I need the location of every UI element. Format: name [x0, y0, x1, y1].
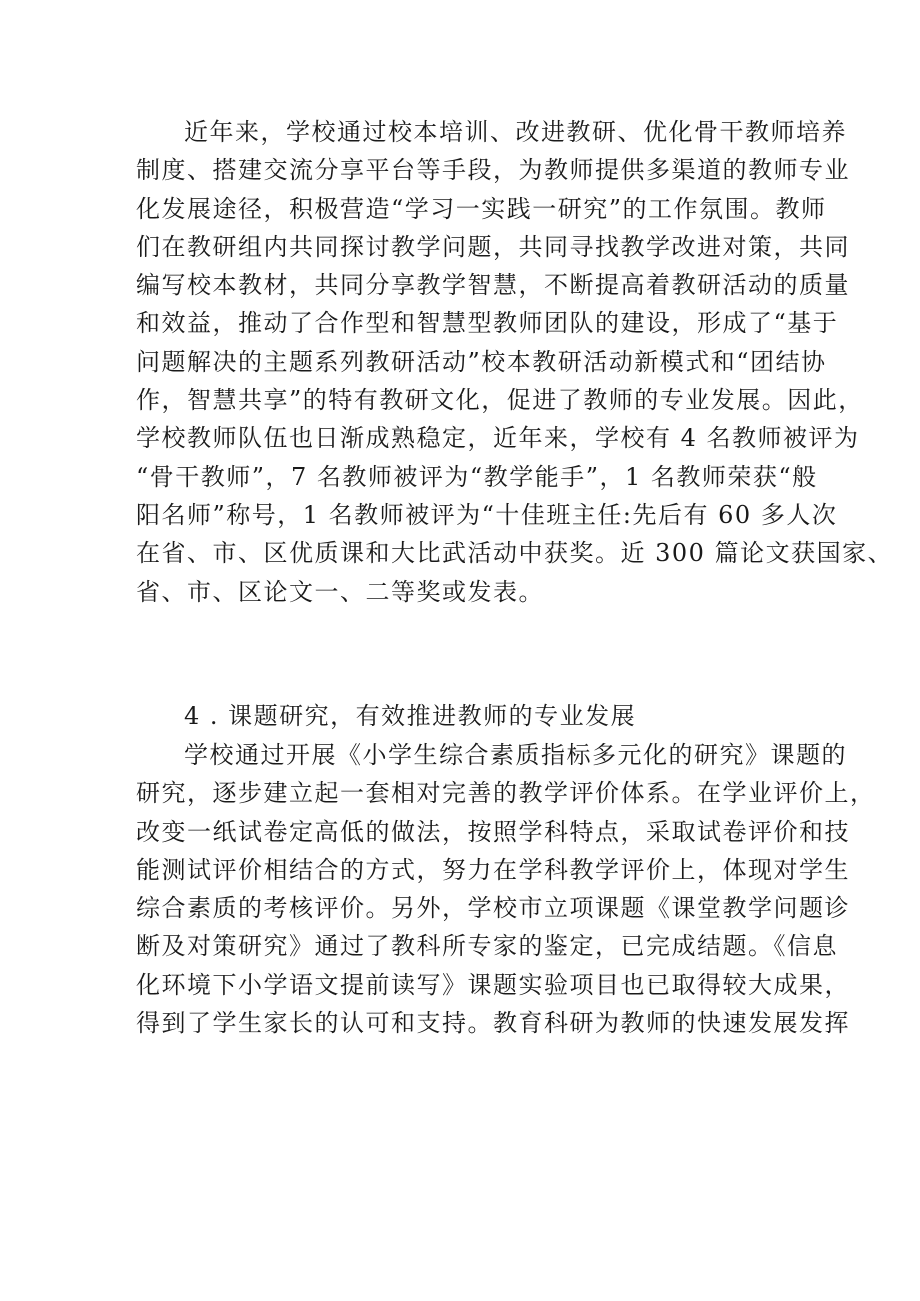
paragraph-line: 断及对策研究》通过了教科所专家的鉴定，已完成结题。《信息 — [136, 932, 838, 961]
paragraph-line: 综合素质的考核评价。另外，学校市立项课题《课堂教学问题诊 — [136, 894, 850, 923]
paragraph-line: 问题解决的主题系列教研活动”校本教研活动新模式和“团结协 — [136, 347, 827, 376]
paragraph-line: 学校通过开展《小学生综合素质指标多元化的研究》课题的 — [184, 741, 847, 769]
paragraph-research-projects — [136, 736, 876, 1042]
paragraph-line: 制度、搭建交流分享平台等手段，为教师提供多渠道的教师专业 — [136, 156, 850, 185]
paragraph-line: 改变一纸试卷定高低的做法，按照学科特点，采取试卷评价和技 — [136, 817, 850, 846]
paragraph-line: 近年来，学校通过校本培训、改进教研、优化骨干教师培养 — [184, 118, 847, 146]
paragraph-line: 化发展途径，积极营造“学习一实践一研究”的工作氛围。教师 — [136, 194, 827, 223]
paragraph-line: 能测试评价相结合的方式，努力在学科教学评价上，体现对学生 — [136, 855, 850, 884]
paragraph-line: 研究，逐步建立起一套相对完善的教学评价体系。在学业评价上， — [136, 779, 876, 808]
paragraph-teacher-development — [136, 113, 894, 611]
section-heading-4: 4 . 课题研究，有效推进教师的专业发展 — [184, 702, 637, 730]
paragraph-line: 编写校本教材，共同分享教学智慧，不断提高着教研活动的质量 — [136, 271, 850, 300]
paragraph-line: 得到了学生家长的认可和支持。教育科研为教师的快速发展发挥 — [136, 1009, 850, 1038]
paragraph-line: 省、市、区论文一、二等奖或发表。 — [136, 577, 544, 606]
paragraph-line: 和效益，推动了合作型和智慧型教师团队的建设，形成了“基于 — [136, 309, 839, 338]
paragraph-line: “骨干教师”，7 名教师被评为“教学能手”，1 名教师荣获“般 — [136, 462, 818, 491]
paragraph-line: 学校教师队伍也日渐成熟稳定，近年来，学校有 4 名教师被评为 — [136, 424, 860, 453]
paragraph-line: 们在教研组内共同探讨教学问题，共同寻找教学改进对策，共同 — [136, 232, 850, 261]
paragraph-line: 作，智慧共享”的特有教研文化，促进了教师的专业发展。因此， — [136, 386, 864, 415]
paragraph-line: 阳名师”称号，1 名教师被评为“十佳班主任:先后有 60 多人次 — [136, 500, 838, 529]
paragraph-line: 在省、市、区优质课和大比武活动中获奖。近 300 篇论文获国家、 — [136, 539, 894, 568]
paragraph-line: 化环境下小学语文提前读写》课题实验项目也已取得较大成果， — [136, 970, 850, 999]
